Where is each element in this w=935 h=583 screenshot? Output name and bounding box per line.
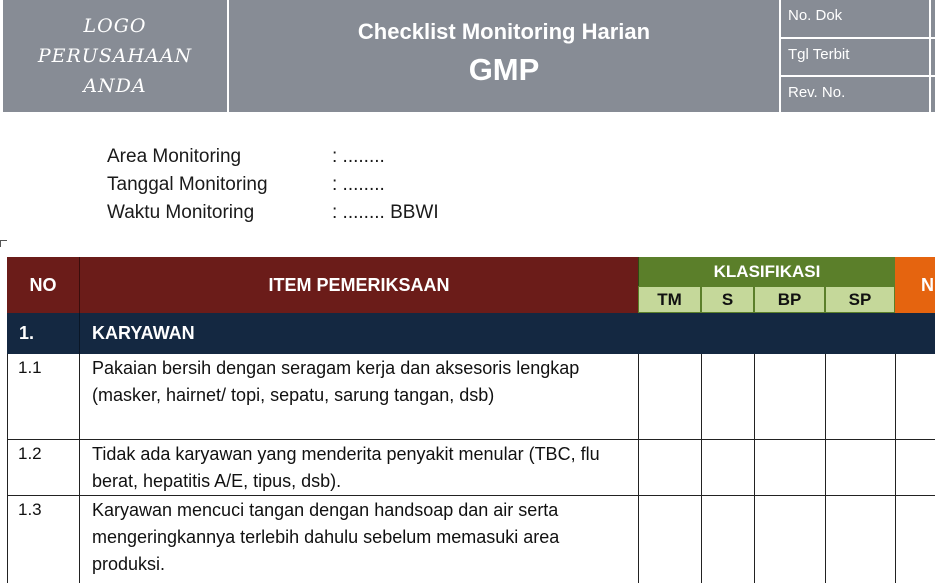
grid-line [895, 354, 896, 583]
info-value: : ........ BBWI [332, 202, 439, 223]
info-value: : ........ [332, 146, 385, 167]
column-header-n: N [895, 257, 935, 313]
title-block [229, 0, 779, 112]
column-header-sp: SP [825, 286, 895, 313]
column-header-bp: BP [754, 286, 825, 313]
info-label: Area Monitoring [107, 146, 242, 167]
meta-value-cell [931, 0, 935, 37]
meta-rev-no: Rev. No. [781, 77, 929, 112]
document-title: Checklist Monitoring Harian [357, 19, 651, 44]
grid-line [7, 354, 8, 583]
document-subtitle: GMP [468, 52, 540, 87]
meta-tgl-terbit: Tgl Terbit [781, 39, 929, 75]
logo-text: LOGO PERUSAHAAN ANDA [37, 15, 193, 97]
column-header-tm: TM [638, 286, 701, 313]
info-value: : ........ [332, 174, 385, 195]
section-number: 1. [7, 313, 79, 354]
row-item-text: Karyawan mencuci tangan dengan handsoap dan air serta mengeringkannya terlebih dahulu sebelum memasuki area produksi. [92, 500, 560, 574]
meta-value-cell [931, 77, 935, 112]
grid-line [638, 354, 639, 583]
section-title: KARYAWAN [79, 313, 935, 354]
info-label: Tanggal Monitoring [107, 174, 268, 195]
grid-line [701, 354, 702, 583]
row-number: 1.2 [18, 444, 42, 463]
grid-line [825, 354, 826, 583]
column-header-no: NO [7, 257, 79, 313]
row-item-text: Pakaian bersih dengan seragam kerja dan aksesoris lengkap (masker, hairnet/ topi, sepatu, sarung tangan, dsb) [92, 358, 580, 405]
row-number: 1.1 [18, 358, 42, 377]
meta-value-cell [931, 39, 935, 75]
row-item-text: Tidak ada karyawan yang menderita penyakit menular (TBC, flu berat, hepatitis A/E, tipus, dsb). [92, 444, 600, 491]
selection-corner-marker [0, 240, 7, 247]
grid-line [754, 354, 755, 583]
company-logo-placeholder [3, 0, 227, 112]
column-header-item: ITEM PEMERIKSAAN [79, 257, 638, 313]
document-header [0, 0, 935, 113]
meta-no-dok: No. Dok [781, 0, 929, 37]
row-number: 1.3 [18, 500, 42, 519]
column-header-s: S [701, 286, 754, 313]
grid-line [79, 354, 80, 583]
info-label: Waktu Monitoring [107, 202, 255, 223]
column-header-klasifikasi: KLASIFIKASI [638, 257, 895, 286]
